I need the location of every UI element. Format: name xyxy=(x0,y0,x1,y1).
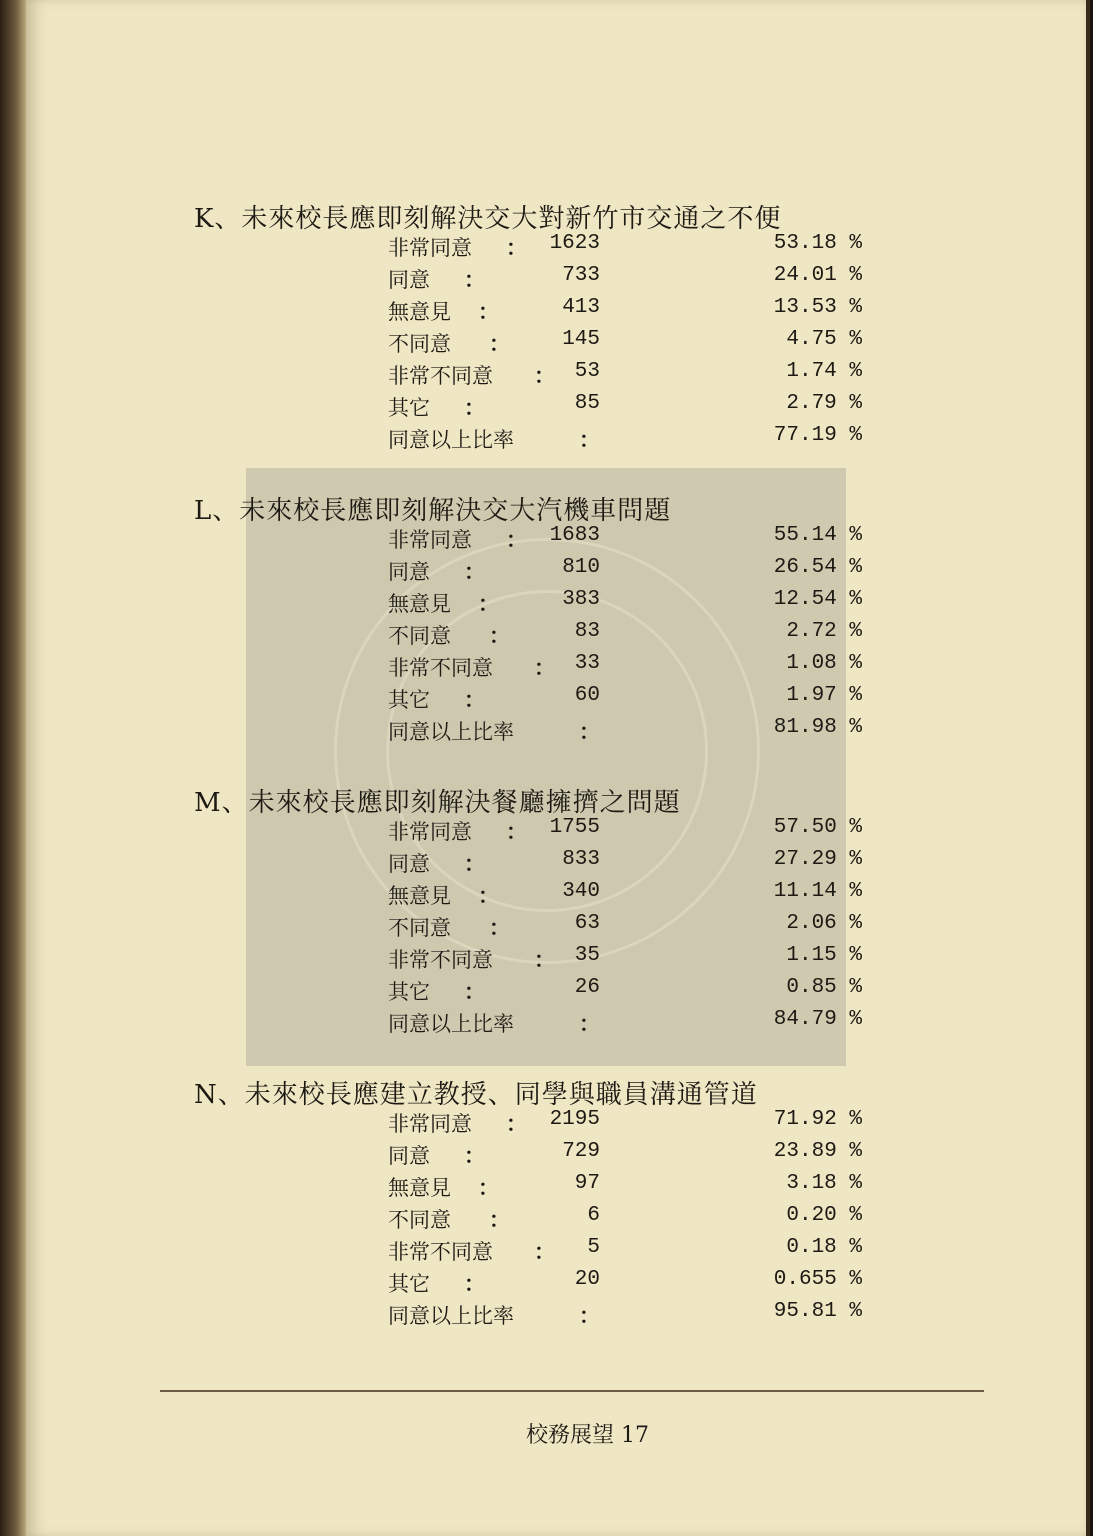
colon-separator: ： xyxy=(506,528,527,552)
response-count: 413 xyxy=(562,296,600,319)
response-label: 不同意 xyxy=(388,332,451,356)
section-title: M、未來校長應即刻解決餐廳擁擠之問題 xyxy=(194,788,681,818)
colon-separator: ： xyxy=(478,300,499,324)
response-label: 不同意 xyxy=(388,624,451,648)
colon-separator: ： xyxy=(489,916,510,940)
response-percent: 0.655 % xyxy=(773,1268,862,1291)
response-percent: 13.53 % xyxy=(773,296,862,319)
result-row xyxy=(26,328,1090,360)
result-row xyxy=(26,944,1090,976)
result-row xyxy=(26,652,1090,684)
colon-separator: ： xyxy=(478,884,499,908)
colon-separator: ： xyxy=(464,1144,485,1168)
response-count: 5 xyxy=(587,1236,600,1259)
result-row xyxy=(26,556,1090,588)
response-label: 同意 xyxy=(388,268,430,292)
response-count: 340 xyxy=(562,880,600,903)
response-label: 非常不同意 xyxy=(388,364,493,388)
section-title: K、未來校長應即刻解決交大對新竹市交通之不便 xyxy=(194,204,782,234)
result-row xyxy=(26,620,1090,652)
colon-separator: ： xyxy=(489,332,510,356)
response-label: 非常同意 xyxy=(388,236,472,260)
section-title: L、未來校長應即刻解決交大汽機車問題 xyxy=(194,496,672,526)
response-count: 97 xyxy=(574,1172,600,1195)
response-label: 非常同意 xyxy=(388,820,472,844)
response-count: 83 xyxy=(574,620,600,643)
response-label: 同意以上比率 xyxy=(388,1304,514,1328)
colon-separator: ： xyxy=(464,852,485,876)
result-row xyxy=(26,1008,1090,1040)
response-label: 同意以上比率 xyxy=(388,1012,514,1036)
colon-separator: ： xyxy=(464,396,485,420)
result-row xyxy=(26,296,1090,328)
response-count: 20 xyxy=(574,1268,600,1291)
response-count: 383 xyxy=(562,588,600,611)
response-percent: 0.20 % xyxy=(786,1204,862,1227)
response-percent: 71.92 % xyxy=(773,1108,862,1131)
response-count: 6 xyxy=(587,1204,600,1227)
response-count: 733 xyxy=(562,264,600,287)
response-percent: 1.74 % xyxy=(786,360,862,383)
response-label: 非常同意 xyxy=(388,1112,472,1136)
response-percent: 2.72 % xyxy=(786,620,862,643)
response-label: 不同意 xyxy=(388,916,451,940)
response-percent: 0.18 % xyxy=(786,1236,862,1259)
result-row xyxy=(26,976,1090,1008)
result-row xyxy=(26,1204,1090,1236)
colon-separator: ： xyxy=(579,1304,600,1328)
colon-separator: ： xyxy=(464,268,485,292)
result-row xyxy=(26,1140,1090,1172)
colon-separator: ： xyxy=(478,1176,499,1200)
result-row xyxy=(26,360,1090,392)
response-label: 不同意 xyxy=(388,1208,451,1232)
result-row xyxy=(26,716,1090,748)
footer-page-label: 校務展望 17 xyxy=(526,1423,649,1448)
response-count: 85 xyxy=(574,392,600,415)
response-count: 145 xyxy=(562,328,600,351)
result-row xyxy=(26,1300,1090,1332)
result-row xyxy=(26,1236,1090,1268)
colon-separator: ： xyxy=(534,1240,555,1264)
response-count: 833 xyxy=(562,848,600,871)
response-label: 非常不同意 xyxy=(388,948,493,972)
response-label: 同意 xyxy=(388,852,430,876)
colon-separator: ： xyxy=(534,948,555,972)
response-percent: 0.85 % xyxy=(786,976,862,999)
result-row xyxy=(26,588,1090,620)
response-count: 33 xyxy=(574,652,600,675)
response-label: 非常同意 xyxy=(388,528,472,552)
result-row xyxy=(26,524,1090,556)
response-percent: 24.01 % xyxy=(773,264,862,287)
response-label: 同意以上比率 xyxy=(388,720,514,744)
response-percent: 27.29 % xyxy=(773,848,862,871)
response-label: 其它 xyxy=(388,396,430,420)
response-count: 1683 xyxy=(549,524,600,547)
response-percent: 12.54 % xyxy=(773,588,862,611)
response-label: 其它 xyxy=(388,688,430,712)
result-row xyxy=(26,848,1090,880)
book-spine-shadow xyxy=(0,0,26,1536)
response-count: 35 xyxy=(574,944,600,967)
response-label: 其它 xyxy=(388,1272,430,1296)
section-title: N、未來校長應建立教授、同學與職員溝通管道 xyxy=(194,1080,758,1110)
response-percent: 95.81 % xyxy=(773,1300,862,1323)
response-count: 63 xyxy=(574,912,600,935)
colon-separator: ： xyxy=(579,720,600,744)
response-percent: 81.98 % xyxy=(773,716,862,739)
colon-separator: ： xyxy=(579,428,600,452)
result-row xyxy=(26,912,1090,944)
response-label: 同意 xyxy=(388,560,430,584)
response-percent: 2.06 % xyxy=(786,912,862,935)
result-row xyxy=(26,424,1090,456)
result-row xyxy=(26,880,1090,912)
footer-rule xyxy=(160,1390,984,1392)
response-count: 53 xyxy=(574,360,600,383)
colon-separator: ： xyxy=(489,624,510,648)
response-percent: 2.79 % xyxy=(786,392,862,415)
response-label: 其它 xyxy=(388,980,430,1004)
response-percent: 4.75 % xyxy=(786,328,862,351)
colon-separator: ： xyxy=(464,1272,485,1296)
result-row xyxy=(26,392,1090,424)
response-percent: 1.08 % xyxy=(786,652,862,675)
result-row xyxy=(26,816,1090,848)
result-row xyxy=(26,1172,1090,1204)
response-percent: 1.15 % xyxy=(786,944,862,967)
colon-separator: ： xyxy=(506,236,527,260)
response-label: 同意以上比率 xyxy=(388,428,514,452)
colon-separator: ： xyxy=(464,980,485,1004)
colon-separator: ： xyxy=(534,364,555,388)
colon-separator: ： xyxy=(506,820,527,844)
result-row xyxy=(26,1108,1090,1140)
response-percent: 84.79 % xyxy=(773,1008,862,1031)
response-count: 26 xyxy=(574,976,600,999)
response-percent: 23.89 % xyxy=(773,1140,862,1163)
response-count: 60 xyxy=(574,684,600,707)
response-percent: 77.19 % xyxy=(773,424,862,447)
colon-separator: ： xyxy=(478,592,499,616)
response-count: 810 xyxy=(562,556,600,579)
response-count: 729 xyxy=(562,1140,600,1163)
response-percent: 1.97 % xyxy=(786,684,862,707)
response-percent: 57.50 % xyxy=(773,816,862,839)
document-page xyxy=(26,0,1090,1536)
result-row xyxy=(26,1268,1090,1300)
response-count: 1755 xyxy=(549,816,600,839)
colon-separator: ： xyxy=(579,1012,600,1036)
response-percent: 3.18 % xyxy=(786,1172,862,1195)
response-label: 無意見 xyxy=(388,592,451,616)
response-label: 非常不同意 xyxy=(388,1240,493,1264)
colon-separator: ： xyxy=(464,560,485,584)
response-percent: 11.14 % xyxy=(773,880,862,903)
response-label: 同意 xyxy=(388,1144,430,1168)
response-count: 2195 xyxy=(549,1108,600,1131)
result-row xyxy=(26,264,1090,296)
page-right-edge xyxy=(1086,0,1090,1536)
response-label: 無意見 xyxy=(388,300,451,324)
response-count: 1623 xyxy=(549,232,600,255)
response-label: 無意見 xyxy=(388,1176,451,1200)
result-row xyxy=(26,232,1090,264)
result-row xyxy=(26,684,1090,716)
response-label: 非常不同意 xyxy=(388,656,493,680)
response-percent: 53.18 % xyxy=(773,232,862,255)
colon-separator: ： xyxy=(534,656,555,680)
colon-separator: ： xyxy=(464,688,485,712)
colon-separator: ： xyxy=(506,1112,527,1136)
response-label: 無意見 xyxy=(388,884,451,908)
response-percent: 55.14 % xyxy=(773,524,862,547)
colon-separator: ： xyxy=(489,1208,510,1232)
response-percent: 26.54 % xyxy=(773,556,862,579)
